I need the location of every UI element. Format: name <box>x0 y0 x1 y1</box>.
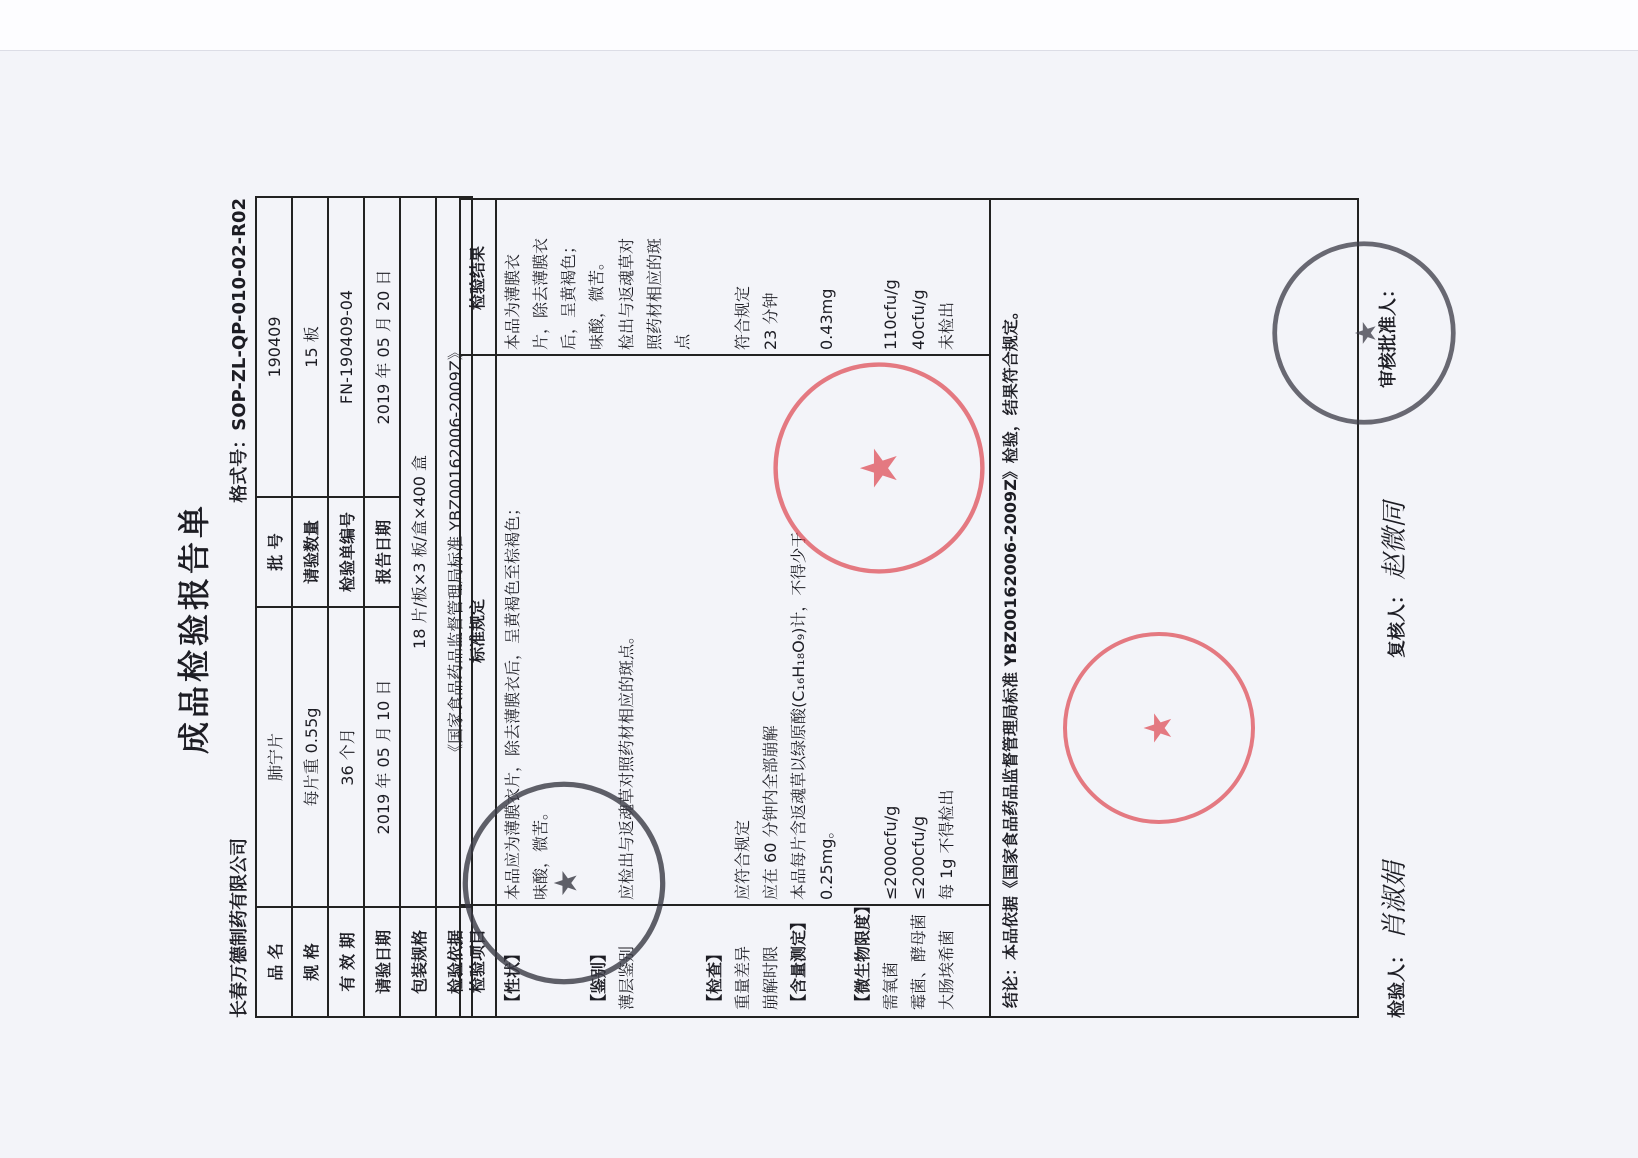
spec-value: 每片重 0.55g <box>292 607 328 907</box>
col-standard-header: 标准规定 <box>461 356 497 906</box>
batch-label: 批 号 <box>256 497 292 607</box>
reviewer-label: 复核人： <box>1387 586 1408 658</box>
item-aerobic: 需氧菌 <box>881 961 900 1010</box>
res-tlc-3: 点 <box>673 333 692 350</box>
company-qc-seal-2 <box>1269 238 1459 428</box>
qty-label: 请验数量 <box>292 497 328 607</box>
company-qc-seal <box>459 778 669 988</box>
heading-microbial: 【微生物限度】 <box>853 897 872 1010</box>
std-aerobic: ≤2000cfu/g <box>881 805 900 900</box>
request-date-value: 2019 年 05 月 10 日 <box>364 607 400 907</box>
inspector-label: 检验人： <box>1387 946 1408 1018</box>
red-seal-yuanruitang <box>1059 628 1259 828</box>
std-tlc: 应检出与返魂草对照药材相应的斑点。 <box>617 627 636 900</box>
col-item-header: 检验项目 <box>461 906 497 1016</box>
company-name: 长春万德制药有限公司 <box>229 838 250 1018</box>
res-tlc-1: 检出与返魂草对 <box>617 237 636 350</box>
res-assay: 0.43mg <box>817 288 836 350</box>
conclusion: 结论：本品依据《国家食品药品监督管理局标准 YBZ00162006-2009Z》检验，结果符合规定。 <box>1001 303 1020 1008</box>
reviewer-signature: 赵微同 <box>1380 501 1410 580</box>
res-disintegration: 23 分钟 <box>761 292 780 350</box>
sheet-value: FN-190409-04 <box>328 197 364 497</box>
product-label: 品 名 <box>256 907 292 1017</box>
pack-label: 包装规格 <box>400 907 436 1017</box>
item-property: 【性状】 <box>503 945 522 1010</box>
basis-value: 《国家食品药品监督管理局标准 YBZ00162006-2009Z》 <box>436 197 472 907</box>
svg-text:★: ★ <box>548 868 585 898</box>
col-divider <box>461 354 991 356</box>
res-mould: 40cfu/g <box>909 289 928 350</box>
item-tlc: 薄层鉴别 <box>617 945 636 1010</box>
product-value: 肺宁片 <box>256 607 292 907</box>
basis-label: 检验依据 <box>436 907 472 1017</box>
std-assay-2: 0.25mg。 <box>817 822 836 900</box>
svg-text:★: ★ <box>849 445 909 491</box>
res-property-2: 片，除去薄膜衣 <box>531 237 550 350</box>
approver-label: 审核批准人： <box>1378 280 1399 388</box>
reviewer <box>1374 502 1411 658</box>
res-property-4: 味酸，微苦。 <box>587 253 606 350</box>
validity-label: 有 效 期 <box>328 907 364 1017</box>
item-mould: 霉菌、酵母菌 <box>909 913 928 1010</box>
std-disintegration: 应在 60 分钟内全部崩解 <box>761 725 780 900</box>
qty-value: 15 板 <box>292 197 328 497</box>
res-weight: 符合规定 <box>733 285 752 350</box>
res-property-3: 后，呈黄褐色； <box>559 237 578 350</box>
std-property-2: 味酸，微苦。 <box>531 803 550 900</box>
svg-text:★: ★ <box>1136 710 1180 746</box>
res-ecoli: 未检出 <box>937 301 956 350</box>
std-weight: 应符合规定 <box>733 819 752 900</box>
item-weight: 重量差异 <box>733 945 752 1010</box>
pack-value: 18 片/板×3 板/盒×400 盒 <box>400 197 436 907</box>
report-date-label: 报告日期 <box>364 497 400 607</box>
std-ecoli: 每 1g 不得检出 <box>937 789 956 900</box>
sheet-label: 检验单编号 <box>328 497 364 607</box>
std-property-1: 本品应为薄膜衣片，除去薄膜衣后，呈黄褐色至棕褐色； <box>503 499 522 900</box>
header-table <box>255 196 473 1018</box>
col-result-header: 检验结果 <box>461 200 497 356</box>
item-ecoli: 大肠埃希菌 <box>937 929 956 1010</box>
inspection-report <box>169 178 1469 1078</box>
heading-checks: 【检查】 <box>705 945 724 1010</box>
spec-label: 规 格 <box>292 907 328 1017</box>
report-date-value: 2019 年 05 月 20 日 <box>364 197 400 497</box>
res-tlc-2: 照药材相应的斑 <box>645 237 664 350</box>
heading-identification: 【鉴别】 <box>589 945 608 1010</box>
batch-value: 190409 <box>256 197 292 497</box>
inspector-signature: 肖淑娟 <box>1380 861 1410 940</box>
format-number: 格式号：SOP-ZL-QP-010-02-R02 <box>229 198 250 503</box>
std-assay-1: 本品每片含返魂草以绿原酸(C₁₆H₁₈O₉)计，不得少于 <box>789 531 808 900</box>
validity-value: 36 个月 <box>328 607 364 907</box>
red-seal-renhuang <box>769 358 989 578</box>
res-property-1: 本品为薄膜衣 <box>503 253 522 350</box>
res-aerobic: 110cfu/g <box>881 279 900 350</box>
svg-text:★: ★ <box>1349 320 1383 346</box>
request-date-label: 请验日期 <box>364 907 400 1017</box>
std-mould: ≤200cfu/g <box>909 815 928 900</box>
item-assay: 【含量测定】 <box>789 913 808 1010</box>
report-title: 成品检验报告单 <box>175 502 213 755</box>
row-divider <box>989 200 991 1016</box>
inspector <box>1374 862 1411 1018</box>
item-disintegration: 崩解时限 <box>761 945 780 1010</box>
